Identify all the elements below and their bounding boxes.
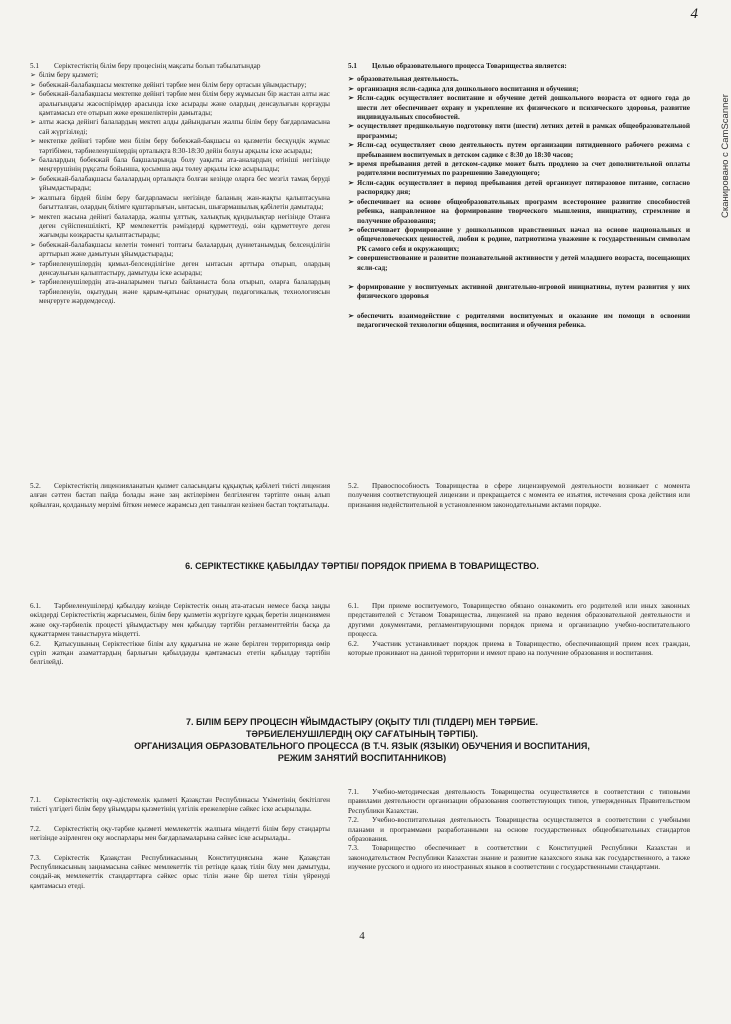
list-item: ➢ Ясли-сад осуществляет свою деятельность путем организации пятидневного рабочего режима с пребыванием воспитуемых в детском садике с 8:30 до 18:30 часов; [348,141,690,160]
section7-title-line: РЕЖИМ ЗАНЯТИЙ ВОСПИТАННИКОВ) [277,753,447,763]
list-item: ➢ Ясли-садик осуществляет воспитание и обучение детей дошкольного возраста от одного года до шести лет обеспечивает охрану и укрепление их физического и психического здоровья, развитие индивидуальных способностей. [348,94,690,122]
list-item: ➢ бөбекжай-балабақшасы мектепке дейінгі тәрбие мен білім беру жұмысын бір жастан алты жас аралығындағы жасөспірімдер арасында іске асырады және олардың денсаулығын қорғауды қамтамасыз ете отырып жеке ерекшеліктерін дамытады; [30,90,330,118]
left-section7 [30,796,330,891]
left-bullet-list [30,71,330,306]
section7-title-line: ОРГАНИЗАЦИЯ ОБРАЗОВАТЕЛЬНОГО ПРОЦЕССА (В Т.Ч. ЯЗЫК (ЯЗЫКИ) ОБУЧЕНИЯ И ВОСПИТАНИЯ, [134,741,590,751]
right-p62: 6.2. Участник устанавливает порядок приема в Товарищество, обеспечивающий прием всех граждан, которые проживают на данной территории и имеют право на получение образования и воспитания. [348,639,690,658]
list-item: ➢ мектеп жасына дейінгі балаларда, жалпы ұлттық, халықтық құндылықтар негізінде Отанға деген сүйіспеншілікті, ҚР мемлекеттік рәміздерді құрметтеуді, өзін құрметтеуге деген жағымды көзқарасты қалыптастырады; [30,213,330,241]
list-item: ➢ организация ясли-садика для дошкольного воспитания и обучения; [348,85,690,94]
list-item: ➢ тәрбиеленушілердің қимыл-белсенділігіне деген ынтасын арттыра отырып, олардың денсаулығын қалыптастыру, дамытуды іске асырады; [30,260,330,279]
left-p62: 6.2. Қатысушының Серіктестікке білім алу құқығына не және берілген территорияда өмір сүріп жатқан азаматтардың барлығын қабылдауды қамтамасыз ететін қабылдау тәртібін белгілейді. [30,639,330,667]
list-item: ➢ тәрбиеленушілердің ата-аналарымен тығыз байланыста бола отырып, оларға балалардың тәрбиеленуін, оқытудың және қарым-қатынас орнатудың педагогикалық технологиясын меңгеруге жәрдемдеседі. [30,278,330,306]
list-item: ➢ білім беру қызметі; [30,71,330,80]
list-item: ➢ Ясли-садик осуществляет в период пребывания детей организует пятиразовое питание, согласно распорядку дня; [348,179,690,198]
list-item: ➢ балалардың бөбекжай бала бақшаларында болу уақыты ата-аналардың өтініші негізінде меңгерушінің рұқсаты бойынша, қосымша ақы төлеу арқылы іске асырылады; [30,156,330,175]
list-item: ➢ жалпыға бірдей білім беру бағдарламасы негізінде баланың жан-жақты қалыптасуына бағытталған, олардың білімге құштарлығын, ынтасын, шығармашылық қабілетін дамытады; [30,194,330,213]
section6-title: 6. СЕРІКТЕСТІККЕ ҚАБЫЛДАУ ТӘРТІБІ/ ПОРЯДОК ПРИЕМА В ТОВАРИЩЕСТВО. [185,561,539,571]
right-p61: 6.1. При приеме воспитуемого, Товарищество обязано ознакомить его родителей или иных законных представителей с Уставом Товарищества, лицензией на право ведения образовательной деятельности и другими документами, регламентирующими порядок приема и организацию учебно-воспитательного процесса. [348,602,690,639]
list-item: ➢ бөбекжай-балабақшасы мектепке дейінгі тәрбие мен білім беру ортасын ұйымдастыру; [30,81,330,90]
left-p73: 7.3. Серіктестік Қазақстан Республикасының Конституциясына және Қазақстан Республикасының заңнамасына сәйкес мемлекеттік тіл ретінде қазақ тілін білу мен дамытуды, сондай-ақ мемлекеттік стандарттарға сәйкес орыс тілін және бір шетел тілін үйренуді қамтамасыз етеді. [30,853,330,890]
left-p51: 5.1 Серіктестіктің білім беру процесінің мақсаты болып табылатындар [30,62,261,70]
list-item: ➢ образовательная деятельность. [348,75,690,84]
right-p72: 7.2. Учебно-воспитательная деятельность Товарищества осуществляется в соответствии с учебными планами и программами разработанными на основе государственных общеобязательных стандартов образования. [348,816,690,844]
right-section7 [348,788,690,873]
left-p52: 5.2. Серіктестіктің лицензияланатын қызмет саласындағы құқықтық қабілеті тиісті лицензия алған сәттен бастап пайда болады және заң актілерімен белгіленген тәртіпте оның алып қойылған, қолданылу мерзімі біткен немесе жарамсыз деп танылған кезінен бастап тоқтатылады. [30,482,330,509]
list-item: ➢ осуществляет предшкольную подготовку пяти (шести) летних детей в рамках общеобразовательной программы; [348,122,690,141]
right-p51: 5.1 Целью образовательного процесса Товарищества является: [348,62,567,70]
left-section6 [30,602,330,668]
list-item: ➢ время пребывания детей в детском-садике может быть продлено за счет дополнительной оплаты родителями воспитуемых по разрешению Заведующего; [348,160,690,179]
page-number: 4 [359,930,365,942]
section7-title-line: 7. БІЛІМ БЕРУ ПРОЦЕСІН ҰЙЫМДАСТЫРУ (ОҚЫТУ ТІЛІ (ТІЛДЕРІ) МЕН ТӘРБИЕ. [185,717,539,727]
right-section6 [348,602,690,658]
section7-title-line: ТӘРБИЕЛЕНУШІЛЕРДІҢ ОҚУ САҒАТЫНЫҢ ТӘРТІБІ). [245,729,479,739]
section7-title [0,716,724,764]
right-p71: 7.1. Учебно-методическая деятельность Товарищества осуществляется в соответствии с типовыми правилами деятельности организации образования соответствующих типов, утвержденных Правительством Республики Казахстан. [348,788,690,815]
right-section5 [348,62,690,331]
list-item: ➢ обеспечивает формирование у дошкольников нравственных начал на основе национальных и общечеловеческих ценностей, любви к родине, патриотизма уважение к государственным символам РК самого себя и окружающих; [348,226,690,254]
left-p61: 6.1. Тәрбиеленушілерді қабылдау кезінде Серіктестік оның ата-атасын немесе басқа заңды өкілдерді Серіктестіктің жарғысымен, білім беру қызметін жүргізуге құқық беретін лицензиямен және оқу-тәрбиелік процесті ұйымдастыру мен қабылдау тәртібін регламенттейтін басқа да құжаттармен таныстыруға міндетті. [30,602,330,639]
right-p52: 5.2. Правоспособность Товарищества в сфере лицензируемой деятельности возникает с момента получения соответствующей лицензии и прекращается с момента ее изъятия, истечения срока действия или признания недействительной в установленном законодательными актами порядке. [348,482,690,509]
list-item: ➢ бөбекжай-балабақшасы келетін төменгі топтағы балалардың дүниетанымдық белсенділігін арттырып және дамытуын ұйымдастырады; [30,241,330,260]
left-section5 [30,62,330,307]
list-item: ➢ мектепке дейінгі тәрбие мен білім беру бөбекжай-бақшасы өз қызметін бесқүндік жұмыс тәртібімен, тәрбиеленушілердің орталықта 8:30-18:30 дейін болуы арқылы іске асырады; [30,137,330,156]
scanner-stamp: Сканировано с CamScanner [720,94,731,218]
left-p71: 7.1. Серіктестіктің оқу-әдістемелік қызметі Қазақстан Республикасы Үкіметінің бекітілген тиісті үлгідегі білім беру ұйымдары қызметінің үлгілік ережелеріне сәйкес іске асырылады. [30,796,330,814]
list-item: ➢ алты жасқа дейінгі балалардың мектеп алды дайындығын жалпы білім беру бағдарламасына сай жүргізіледі; [30,118,330,137]
left-p72: 7.2. Серіктестіктің оқу-тәрбие қызметі мемлекеттік жалпыға міндетті білім беру стандарты негізінде әзірленген оқу жоспарлары мен бағдарламаларына сәйкес іске асырылады.. [30,824,330,843]
list-item: ➢ совершенствование и развитие познавательной активности у детей младшего возраста, посещающих ясли-сад; [348,254,690,273]
list-item: ➢ бөбекжай-балабақшасы балалардың орталықта болған кезінде оларға бес мезгіл тамақ беруді ұйымдастырады; [30,175,330,194]
list-item: ➢ формирование у воспитуемых активной двигательно-игровой инициативы, путем развития у них физического здоровья [348,283,690,302]
right-bullet-list [348,75,690,330]
list-item: ➢ обеспечивает на основе общеобразовательных программ всестороннее развитие способностей ребенка, направленное на формирование творческого мышления, инициативу, стремление и получение образования; [348,198,690,226]
right-p73: 7.3. Товарищество обеспечивает в соответствии с Конституцией Республики Казахстан и законодательством Республики Казахстан знание и развитие казахского языка как государственного, а также изучение русского и одного из иностранных языков в соответствии с государственными стандартами. [348,844,690,872]
page-corner-mark: 4 [690,6,698,22]
list-item: ➢ обеспечить взаимодействие с родителями воспитуемых и оказание им помощи в освоении педагогической технологии общения, воспитания и обучения ребенка. [348,312,690,331]
